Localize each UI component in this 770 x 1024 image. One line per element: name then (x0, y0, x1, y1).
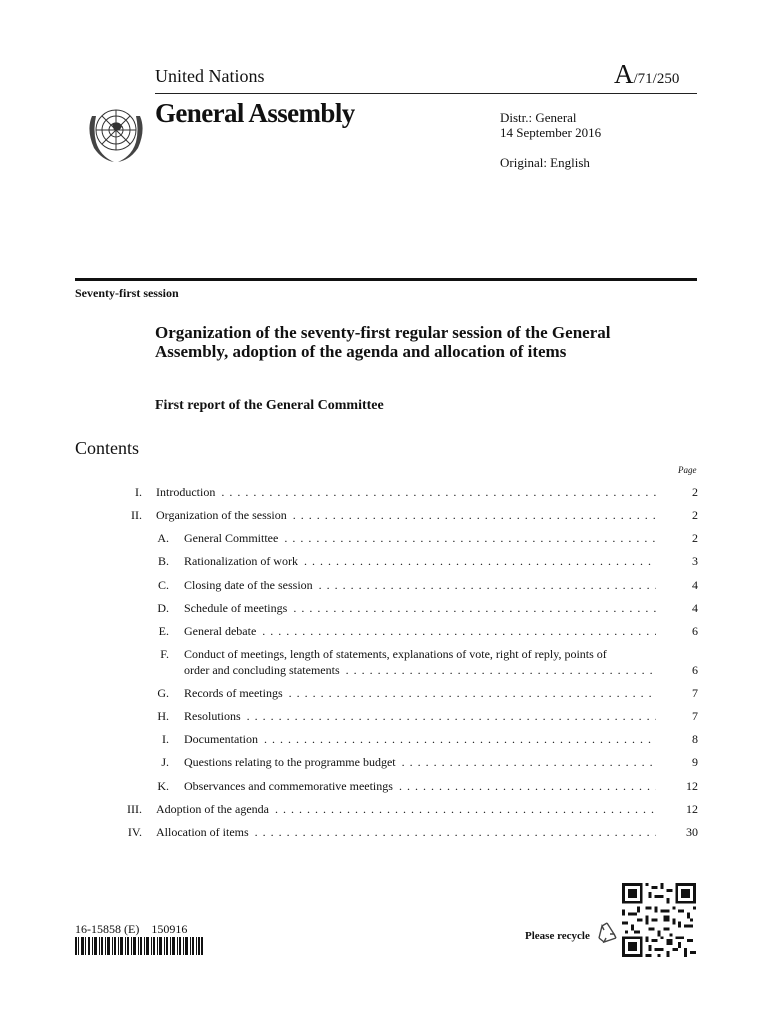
org-name: United Nations (155, 66, 265, 86)
document-date: 14 September 2016 (500, 125, 602, 140)
document-symbol (614, 61, 679, 88)
symbol-suffix: /71/250 (633, 71, 680, 87)
toc-page: 7 (692, 709, 698, 723)
toc-number: A. (157, 531, 169, 545)
toc-label: Resolutions (184, 709, 241, 723)
toc-label-line1: Conduct of meetings, length of statements, explanations of vote, right of reply, points of (184, 647, 607, 661)
toc-number: III. (127, 802, 142, 816)
toc-number: IV. (127, 825, 142, 839)
body-title: General Assembly (155, 98, 355, 128)
document-number: 16-15858 (E) 150916 (75, 922, 188, 936)
toc-page: 2 (692, 485, 698, 499)
toc-label: Closing date of the session (184, 578, 313, 592)
toc-number: I. (135, 485, 142, 499)
toc-label: Organization of the session (156, 508, 287, 522)
header-rule (155, 93, 697, 94)
toc-label: Questions relating to the programme budget (184, 755, 396, 769)
recycle-label: Please recycle (525, 930, 590, 942)
toc-number: C. (157, 578, 169, 592)
toc-label: Observances and commemorative meetings (184, 779, 393, 793)
toc-page: 2 (692, 531, 698, 545)
toc-number: F. (160, 647, 169, 661)
un-emblem-icon (78, 98, 154, 170)
toc-label: Introduction (156, 485, 216, 499)
toc-page: 4 (692, 578, 698, 592)
toc-page: 4 (692, 601, 698, 615)
toc-label: Schedule of meetings (184, 601, 288, 615)
toc-label: Records of meetings (184, 686, 283, 700)
page-column-label: Page (678, 465, 697, 475)
distribution-block (500, 110, 601, 140)
contents-heading: Contents (75, 438, 140, 458)
toc-number: II. (131, 508, 142, 522)
toc-number: H. (157, 709, 169, 723)
toc-page: 12 (686, 779, 698, 793)
toc-page: 7 (692, 686, 698, 700)
toc-label: Allocation of items (156, 825, 249, 839)
toc-page: 30 (686, 825, 698, 839)
toc-label: order and concluding statements (184, 663, 340, 677)
toc-number: D. (157, 601, 169, 615)
toc-number: E. (158, 624, 169, 638)
qr-code-icon (622, 883, 696, 957)
toc-label: Rationalization of work (184, 554, 298, 568)
toc-page: 9 (692, 755, 698, 769)
toc-entry[interactable] (0, 646, 770, 680)
document-title: Organization of the seventy-first regular session of the General Assembly, adoption of the agenda and allocation of items (155, 323, 611, 361)
toc-page: 6 (692, 624, 698, 638)
toc-label: Documentation (184, 732, 258, 746)
barcode-icon (75, 937, 203, 955)
toc-label: General debate (184, 624, 257, 638)
distribution: Distr.: General (500, 110, 577, 125)
toc-number: K. (157, 779, 169, 793)
session-rule (75, 278, 697, 281)
toc-page: 2 (692, 508, 698, 522)
toc-label: General Committee (184, 531, 279, 545)
session-label: Seventy-first session (75, 286, 179, 300)
toc-page: 6 (692, 663, 698, 677)
toc-number: B. (157, 554, 169, 568)
original-language: Original: English (500, 155, 590, 170)
toc-page: 8 (692, 732, 698, 746)
toc-page: 3 (692, 554, 698, 568)
toc-number: I. (162, 732, 169, 746)
toc-number: J. (161, 755, 169, 769)
toc-label: Adoption of the agenda (156, 802, 269, 816)
symbol-prefix: A (614, 59, 634, 89)
document-subtitle: First report of the General Committee (155, 398, 384, 413)
toc-number: G. (157, 686, 169, 700)
recycle-icon (594, 920, 620, 946)
toc-page: 12 (686, 802, 698, 816)
